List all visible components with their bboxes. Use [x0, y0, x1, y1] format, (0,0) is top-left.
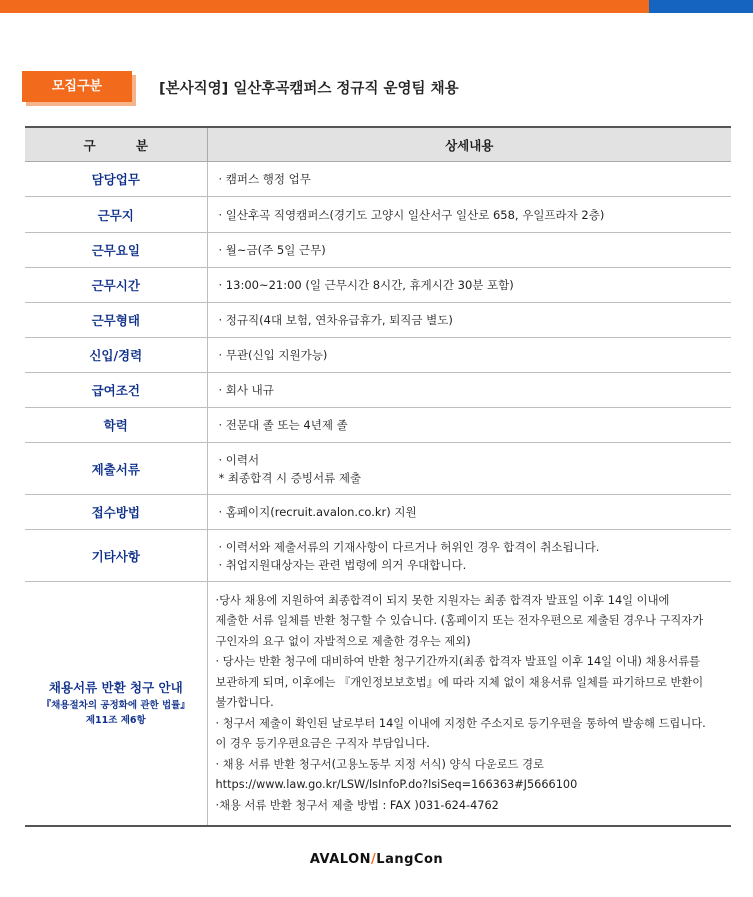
- category-badge: 모집구분: [22, 71, 132, 102]
- row-label-salary: 급여조건: [25, 373, 207, 408]
- top-accent-blue: [649, 0, 753, 13]
- table-row: [25, 197, 731, 233]
- row-label-apply: 접수방법: [25, 495, 207, 530]
- return-label-law: 『채용절차의 공정화에 관한 법률』: [41, 700, 190, 712]
- row-label-return: [25, 582, 207, 826]
- table-row: [25, 373, 731, 408]
- row-value-education: · 전문대 졸 또는 4년제 졸: [207, 408, 731, 443]
- return-label-main: 채용서류 반환 청구 안내: [48, 680, 183, 696]
- brand-langcon: LangCon: [376, 852, 444, 867]
- table-row: [25, 338, 731, 373]
- table-row: [25, 530, 731, 582]
- row-value-apply: · 홈페이지(recruit.avalon.co.kr) 지원: [207, 495, 731, 530]
- row-value-documents: · 이력서 * 최종합격 시 증빙서류 제출: [207, 443, 731, 495]
- table-row: [25, 162, 731, 197]
- row-value-location: · 일산후곡 직영캠퍼스(경기도 고양시 일산서구 일산로 658, 우일프라자 2층): [207, 197, 731, 233]
- row-value-return: ·당사 채용에 지원하여 최종합격이 되지 못한 지원자는 최종 합격자 발표일 이후 14일 이내에 제출한 서류 일체를 반환 청구할 수 있습니다. (홈페이지 또는 전자우편으로 제출된 경우나 구직자가 구인자의 요구 없이 자발적으로 제출한 경우는 제외) · 당사는 반환 청구에 대비하여 반환 청구기간까지(최종 합격자 발표일 이후 14일 이내) 채용서류를 보관하게 되며, 이후에는 『개인정보보호법』에 따라 지체 없이 채용서류 일체를 파기하므로 반환이 불가합니다. · 청구서 제출이 확인된 날로부터 14일 이내에 지정한 주소지로 등기우편을 통하여 발송해 드립니다. 이 경우 등기우편요금은 구직자 부담입니다. · 채용 서류 반환 청구서(고용노동부 지정 서식) 양식 다운로드 경로 https://www.law.go.kr/LSW/lsInfoP.do?lsiSeq=166363#J5666100 ·채용 서류 반환 청구서 제출 방법 : FAX )031-624-4762: [207, 582, 731, 826]
- brand-avalon: AVALON: [309, 852, 372, 867]
- row-label-etc: 기타사항: [25, 530, 207, 582]
- row-value-hours: · 13:00~21:00 (일 근무시간 8시간, 휴게시간 30분 포함): [207, 268, 731, 303]
- brand-logo: [0, 852, 753, 867]
- table-row: [25, 443, 731, 495]
- section-title: [본사직영] 일산후곡캠퍼스 정규직 운영팀 채용: [159, 81, 459, 97]
- row-label-workdays: 근무요일: [25, 233, 207, 268]
- row-value-type: · 정규직(4대 보험, 연차유급휴가, 퇴직금 별도): [207, 303, 731, 338]
- return-download-url: https://www.law.go.kr/LSW/lsInfoP.do?lsiSeq=166363#J5666100: [215, 778, 578, 791]
- header-detail: 상세내용: [207, 127, 731, 162]
- top-accent-bar: [0, 0, 753, 13]
- table-row: [25, 408, 731, 443]
- row-label-location: 근무지: [25, 197, 207, 233]
- table-header-row: [25, 127, 731, 162]
- section-header: [22, 71, 732, 105]
- table-row: [25, 268, 731, 303]
- table-row: [25, 233, 731, 268]
- row-label-career: 신입/경력: [25, 338, 207, 373]
- table-row: [25, 582, 731, 826]
- row-label-education: 학력: [25, 408, 207, 443]
- row-value-salary: · 회사 내규: [207, 373, 731, 408]
- row-label-duty: 담당업무: [25, 162, 207, 197]
- recruitment-table: [25, 126, 731, 827]
- row-value-etc: · 이력서와 제출서류의 기재사항이 다르거나 허위인 경우 합격이 취소됩니다. · 취업지원대상자는 관련 법령에 의거 우대합니다.: [207, 530, 731, 582]
- row-value-career: · 무관(신입 지원가능): [207, 338, 731, 373]
- table-row: [25, 495, 731, 530]
- row-label-hours: 근무시간: [25, 268, 207, 303]
- table-row: [25, 303, 731, 338]
- return-label-article: 제11조 제6항: [85, 715, 146, 727]
- row-value-workdays: · 월~금(주 5일 근무): [207, 233, 731, 268]
- row-value-duty: · 캠퍼스 행정 업무: [207, 162, 731, 197]
- brand-separator: /: [371, 852, 377, 867]
- row-label-type: 근무형태: [25, 303, 207, 338]
- header-category: 구 분: [25, 127, 207, 162]
- row-label-documents: 제출서류: [25, 443, 207, 495]
